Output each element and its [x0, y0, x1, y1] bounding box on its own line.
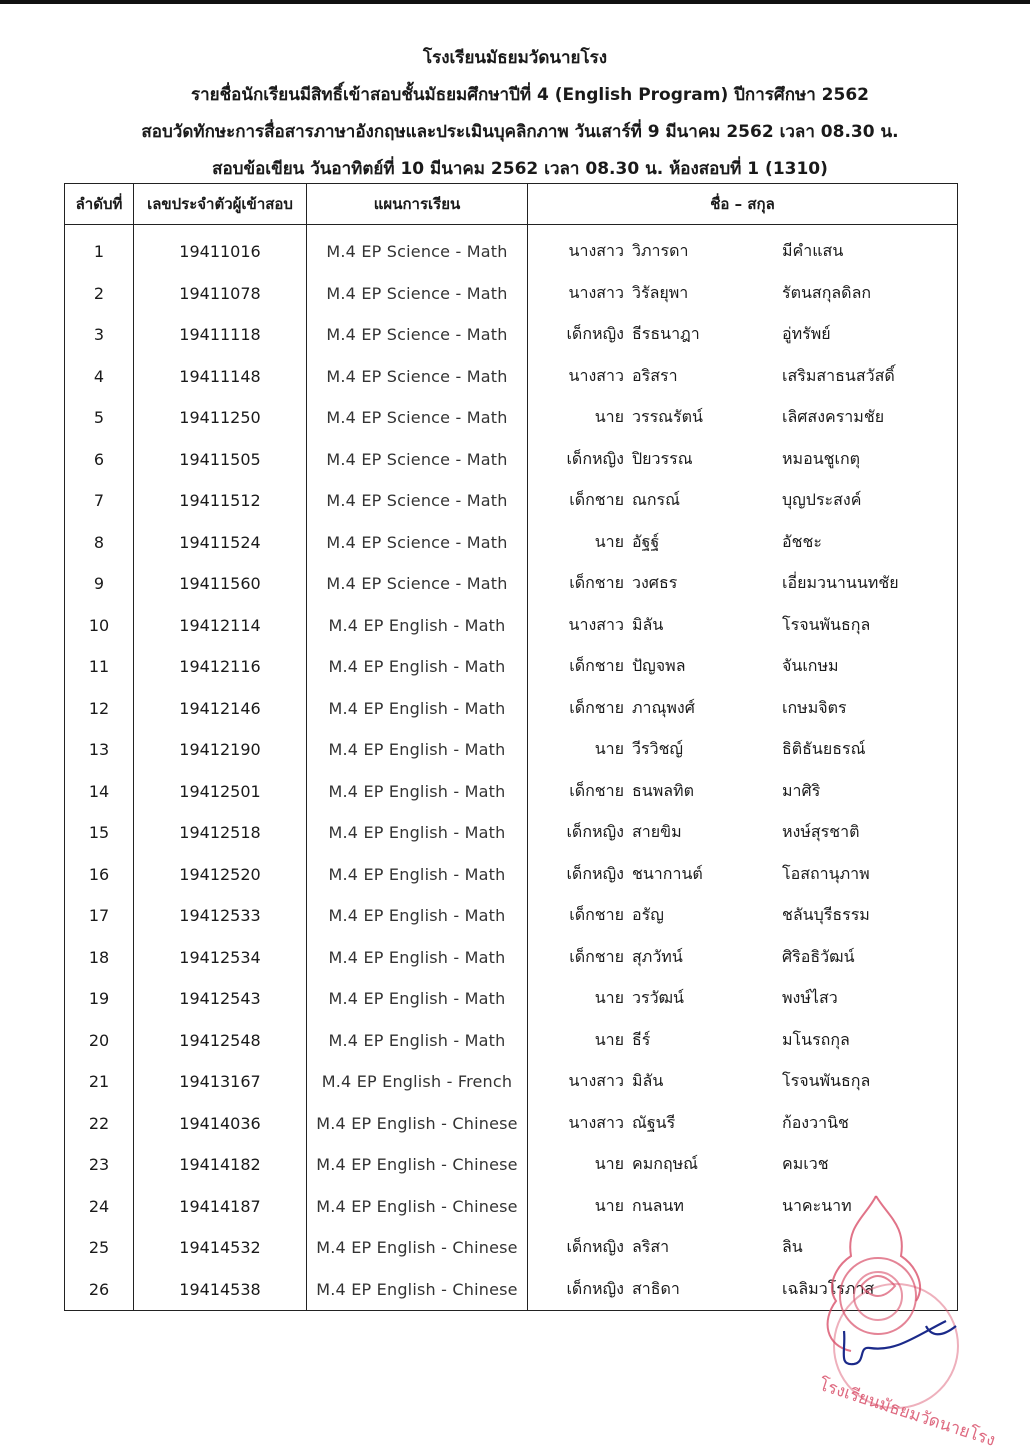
name-prefix: นางสาว: [568, 365, 624, 385]
cell-order: 11: [65, 646, 134, 688]
cell-study-plan: M.4 EP Science - Math: [307, 563, 528, 605]
cell-study-plan: M.4 EP English - Math: [307, 978, 528, 1020]
first-name: ลริสา: [632, 1237, 670, 1257]
table-row: [65, 1227, 958, 1269]
first-name: สายขิม: [632, 822, 682, 842]
last-name: ชลันบุรีธรรม: [782, 905, 870, 925]
cell-full-name: [528, 646, 958, 688]
cell-order: 19: [65, 978, 134, 1020]
last-name: เสริมสาธนสวัสดิ์: [782, 365, 895, 385]
first-name: ชนากานต์: [632, 863, 703, 883]
name-prefix: เด็กหญิง: [566, 324, 624, 344]
first-name: ธีรธนาฎา: [632, 324, 700, 344]
last-name: โอสถานุภาพ: [782, 863, 870, 883]
school-name: โรงเรียนมัธยมวัดนายโรง: [422, 48, 608, 68]
cell-full-name: [528, 688, 958, 730]
name-prefix: เด็กหญิง: [566, 1237, 624, 1257]
first-name: ธนพลทิต: [632, 780, 694, 800]
name-prefix: นางสาว: [568, 1112, 624, 1132]
written-exam-schedule: สอบข้อเขียน วันอาทิตย์ที่ 10 มีนาคม 2562 เวลา 08.30 น. ห้องสอบที่ 1 (1310): [212, 159, 828, 179]
last-name: ศิริอธิวัฒน์: [782, 946, 855, 966]
cell-order: 21: [65, 1061, 134, 1103]
cell-exam-id: 19414036: [134, 1103, 307, 1145]
table-row: [65, 563, 958, 605]
cell-exam-id: 19413167: [134, 1061, 307, 1103]
name-prefix: นาย: [594, 739, 624, 759]
table-row: [65, 854, 958, 896]
cell-full-name: [528, 397, 958, 439]
cell-exam-id: 19412520: [134, 854, 307, 896]
cell-order: 14: [65, 771, 134, 813]
table-row: [65, 771, 958, 813]
cell-full-name: [528, 1103, 958, 1145]
first-name: มิลัน: [632, 1071, 664, 1091]
cell-full-name: [528, 729, 958, 771]
last-name: เอี่ยมวนานนทชัย: [782, 573, 899, 593]
list-title: รายชื่อนักเรียนมีสิทธิ์เข้าสอบชั้นมัธยมศึกษาปีที่ 4 (English Program) ปีการศึกษา 2562: [191, 85, 869, 105]
cell-study-plan: M.4 EP English - Chinese: [307, 1186, 528, 1228]
table-row: [65, 225, 958, 273]
cell-exam-id: 19412190: [134, 729, 307, 771]
cell-study-plan: M.4 EP English - Chinese: [307, 1103, 528, 1145]
cell-exam-id: 19412518: [134, 812, 307, 854]
signature-mark: [844, 1321, 956, 1364]
cell-full-name: [528, 854, 958, 896]
cell-order: 9: [65, 563, 134, 605]
last-name: จันเกษม: [782, 656, 839, 676]
cell-full-name: [528, 356, 958, 398]
table-row: [65, 937, 958, 979]
last-name: เฉลิมวโรภาส: [782, 1278, 875, 1298]
last-name: มโนรถกุล: [782, 1029, 850, 1049]
cell-full-name: [528, 978, 958, 1020]
cell-exam-id: 19411078: [134, 273, 307, 315]
cell-exam-id: 19412534: [134, 937, 307, 979]
col-header-exam-id: เลขประจำตัวผู้เข้าสอบ: [134, 184, 307, 225]
name-prefix: เด็กหญิง: [566, 863, 624, 883]
cell-exam-id: 19412501: [134, 771, 307, 813]
table-row: [65, 522, 958, 564]
cell-full-name: [528, 1227, 958, 1269]
cell-exam-id: 19411505: [134, 439, 307, 481]
first-name: ณกรณ์: [632, 490, 680, 510]
first-name: วรวัฒน์: [632, 988, 684, 1008]
first-name: ภาณุพงศ์: [632, 697, 695, 717]
table-header-row: [65, 184, 958, 225]
cell-full-name: [528, 522, 958, 564]
cell-order: 4: [65, 356, 134, 398]
name-prefix: นางสาว: [568, 241, 624, 261]
cell-study-plan: M.4 EP English - Math: [307, 1020, 528, 1062]
table-body: [65, 225, 958, 1311]
cell-study-plan: M.4 EP Science - Math: [307, 273, 528, 315]
cell-order: 24: [65, 1186, 134, 1228]
col-header-full-name: ชื่อ – สกุล: [528, 184, 958, 225]
cell-study-plan: M.4 EP Science - Math: [307, 225, 528, 273]
table-row: [65, 1144, 958, 1186]
cell-full-name: [528, 895, 958, 937]
cell-order: 18: [65, 937, 134, 979]
cell-full-name: [528, 1269, 958, 1311]
name-prefix: เด็กชาย: [569, 905, 624, 925]
table-row: [65, 729, 958, 771]
first-name: คมกฤษณ์: [632, 1154, 699, 1174]
table-row: [65, 688, 958, 730]
cell-full-name: [528, 225, 958, 273]
last-name: ก้องวานิช: [782, 1112, 849, 1132]
table-row: [65, 1061, 958, 1103]
first-name: วีรวิชญ์: [632, 739, 684, 759]
document-header: [0, 40, 1030, 188]
last-name: หงษ์สุรชาติ: [782, 822, 860, 842]
cell-study-plan: M.4 EP English - Math: [307, 854, 528, 896]
first-name: วิภารดา: [632, 241, 689, 261]
first-name: ปัญจพล: [632, 656, 686, 676]
cell-study-plan: M.4 EP Science - Math: [307, 314, 528, 356]
interview-schedule: สอบวัดทักษะการสื่อสารภาษาอังกฤษและประเมินบุคลิกภาพ วันเสาร์ที่ 9 มีนาคม 2562 เวลา 08.30 น.: [141, 122, 899, 142]
student-roster-table: [64, 183, 958, 1311]
name-prefix: นาย: [594, 1154, 624, 1174]
cell-order: 22: [65, 1103, 134, 1145]
cell-full-name: [528, 605, 958, 647]
cell-exam-id: 19411250: [134, 397, 307, 439]
cell-exam-id: 19411512: [134, 480, 307, 522]
table-row: [65, 646, 958, 688]
cell-full-name: [528, 480, 958, 522]
cell-order: 23: [65, 1144, 134, 1186]
name-prefix: นาย: [594, 407, 624, 427]
cell-full-name: [528, 1144, 958, 1186]
first-name: มิลัน: [632, 614, 664, 634]
first-name: อัฐฐ์: [632, 531, 660, 551]
cell-exam-id: 19411016: [134, 225, 307, 273]
table-row: [65, 356, 958, 398]
cell-study-plan: M.4 EP English - Chinese: [307, 1269, 528, 1311]
table-row: [65, 605, 958, 647]
first-name: ปิยวรรณ: [632, 448, 693, 468]
name-prefix: เด็กชาย: [569, 780, 624, 800]
last-name: เลิศสงครามชัย: [782, 407, 885, 427]
cell-exam-id: 19412146: [134, 688, 307, 730]
cell-full-name: [528, 273, 958, 315]
first-name: สาธิดา: [632, 1278, 680, 1298]
cell-exam-id: 19414182: [134, 1144, 307, 1186]
cell-study-plan: M.4 EP Science - Math: [307, 480, 528, 522]
last-name: พงษ์ไสว: [782, 988, 838, 1008]
name-prefix: นาย: [594, 988, 624, 1008]
cell-order: 10: [65, 605, 134, 647]
cell-exam-id: 19414538: [134, 1269, 307, 1311]
last-name: โรจนพันธกุล: [782, 1071, 871, 1091]
last-name: บุญประสงค์: [782, 490, 862, 510]
last-name: เกษมจิตร: [782, 697, 847, 717]
cell-full-name: [528, 1061, 958, 1103]
cell-study-plan: M.4 EP Science - Math: [307, 522, 528, 564]
cell-study-plan: M.4 EP Science - Math: [307, 439, 528, 481]
cell-study-plan: M.4 EP English - Chinese: [307, 1144, 528, 1186]
name-prefix: นาย: [594, 1195, 624, 1215]
cell-study-plan: M.4 EP English - Math: [307, 729, 528, 771]
last-name: คมเวช: [782, 1154, 829, 1174]
cell-full-name: [528, 771, 958, 813]
name-prefix: เด็กชาย: [569, 490, 624, 510]
cell-study-plan: M.4 EP English - Math: [307, 605, 528, 647]
table-row: [65, 895, 958, 937]
cell-study-plan: M.4 EP English - Chinese: [307, 1227, 528, 1269]
cell-order: 6: [65, 439, 134, 481]
last-name: โรจนพันธกุล: [782, 614, 871, 634]
col-header-order: ลำดับที่: [65, 184, 134, 225]
first-name: วงศธร: [632, 573, 678, 593]
cell-order: 16: [65, 854, 134, 896]
last-name: ลิน: [782, 1237, 803, 1257]
cell-study-plan: M.4 EP English - Math: [307, 937, 528, 979]
cell-study-plan: M.4 EP English - Math: [307, 812, 528, 854]
name-prefix: เด็กหญิง: [566, 448, 624, 468]
cell-order: 1: [65, 225, 134, 273]
cell-exam-id: 19412548: [134, 1020, 307, 1062]
last-name: ธิติธันยธรณ์: [782, 739, 866, 759]
table-row: [65, 812, 958, 854]
cell-exam-id: 19414187: [134, 1186, 307, 1228]
cell-order: 25: [65, 1227, 134, 1269]
cell-order: 7: [65, 480, 134, 522]
cell-exam-id: 19411560: [134, 563, 307, 605]
name-prefix: นางสาว: [568, 614, 624, 634]
first-name: อริสรา: [632, 365, 678, 385]
cell-full-name: [528, 439, 958, 481]
page-top-edge: [0, 0, 1030, 4]
last-name: อัชชะ: [782, 531, 822, 551]
cell-exam-id: 19414532: [134, 1227, 307, 1269]
last-name: รัตนสกุลดิลก: [782, 282, 872, 302]
table-row: [65, 1020, 958, 1062]
last-name: มาศิริ: [782, 780, 821, 800]
cell-exam-id: 19411148: [134, 356, 307, 398]
name-prefix: นางสาว: [568, 1071, 624, 1091]
cell-full-name: [528, 563, 958, 605]
col-header-study-plan: แผนการเรียน: [307, 184, 528, 225]
name-prefix: เด็กหญิง: [566, 1278, 624, 1298]
cell-study-plan: M.4 EP Science - Math: [307, 397, 528, 439]
name-prefix: นาย: [594, 531, 624, 551]
first-name: กนลนท: [632, 1195, 684, 1215]
seal-stamp-text: โรงเรียนมัธยมวัดนายโรง: [816, 1374, 998, 1451]
cell-exam-id: 19412116: [134, 646, 307, 688]
cell-order: 8: [65, 522, 134, 564]
cell-order: 15: [65, 812, 134, 854]
name-prefix: นางสาว: [568, 282, 624, 302]
cell-order: 20: [65, 1020, 134, 1062]
name-prefix: นาย: [594, 1029, 624, 1049]
table-row: [65, 439, 958, 481]
last-name: อู่ทรัพย์: [782, 324, 831, 344]
cell-order: 2: [65, 273, 134, 315]
cell-order: 5: [65, 397, 134, 439]
cell-full-name: [528, 1020, 958, 1062]
table-row: [65, 1269, 958, 1311]
table-row: [65, 480, 958, 522]
last-name: นาคะนาท: [782, 1195, 852, 1215]
table-row: [65, 978, 958, 1020]
first-name: ณัฐนรี: [632, 1112, 676, 1132]
table-row: [65, 397, 958, 439]
first-name: อรัญ: [632, 905, 664, 925]
cell-study-plan: M.4 EP Science - Math: [307, 356, 528, 398]
name-prefix: เด็กชาย: [569, 573, 624, 593]
cell-exam-id: 19411118: [134, 314, 307, 356]
cell-full-name: [528, 937, 958, 979]
cell-exam-id: 19412533: [134, 895, 307, 937]
cell-study-plan: M.4 EP English - Math: [307, 895, 528, 937]
table-row: [65, 314, 958, 356]
cell-order: 12: [65, 688, 134, 730]
name-prefix: เด็กชาย: [569, 656, 624, 676]
name-prefix: เด็กชาย: [569, 697, 624, 717]
last-name: มีคำแสน: [782, 241, 844, 261]
cell-study-plan: M.4 EP English - Math: [307, 771, 528, 813]
cell-exam-id: 19412114: [134, 605, 307, 647]
cell-order: 13: [65, 729, 134, 771]
cell-order: 17: [65, 895, 134, 937]
table-row: [65, 1186, 958, 1228]
cell-study-plan: M.4 EP English - Math: [307, 688, 528, 730]
first-name: วิรัลยุพา: [632, 282, 689, 302]
name-prefix: เด็กหญิง: [566, 822, 624, 842]
first-name: ธีร์: [632, 1029, 651, 1049]
table-row: [65, 273, 958, 315]
cell-exam-id: 19412543: [134, 978, 307, 1020]
first-name: สุภวัทน์: [632, 946, 683, 966]
cell-study-plan: M.4 EP English - Math: [307, 646, 528, 688]
cell-study-plan: M.4 EP English - French: [307, 1061, 528, 1103]
cell-full-name: [528, 812, 958, 854]
cell-order: 26: [65, 1269, 134, 1311]
cell-order: 3: [65, 314, 134, 356]
cell-full-name: [528, 314, 958, 356]
cell-full-name: [528, 1186, 958, 1228]
name-prefix: เด็กชาย: [569, 946, 624, 966]
table-row: [65, 1103, 958, 1145]
first-name: วรรณรัตน์: [632, 407, 703, 427]
last-name: หมอนชูเกตุ: [782, 448, 861, 468]
cell-exam-id: 19411524: [134, 522, 307, 564]
